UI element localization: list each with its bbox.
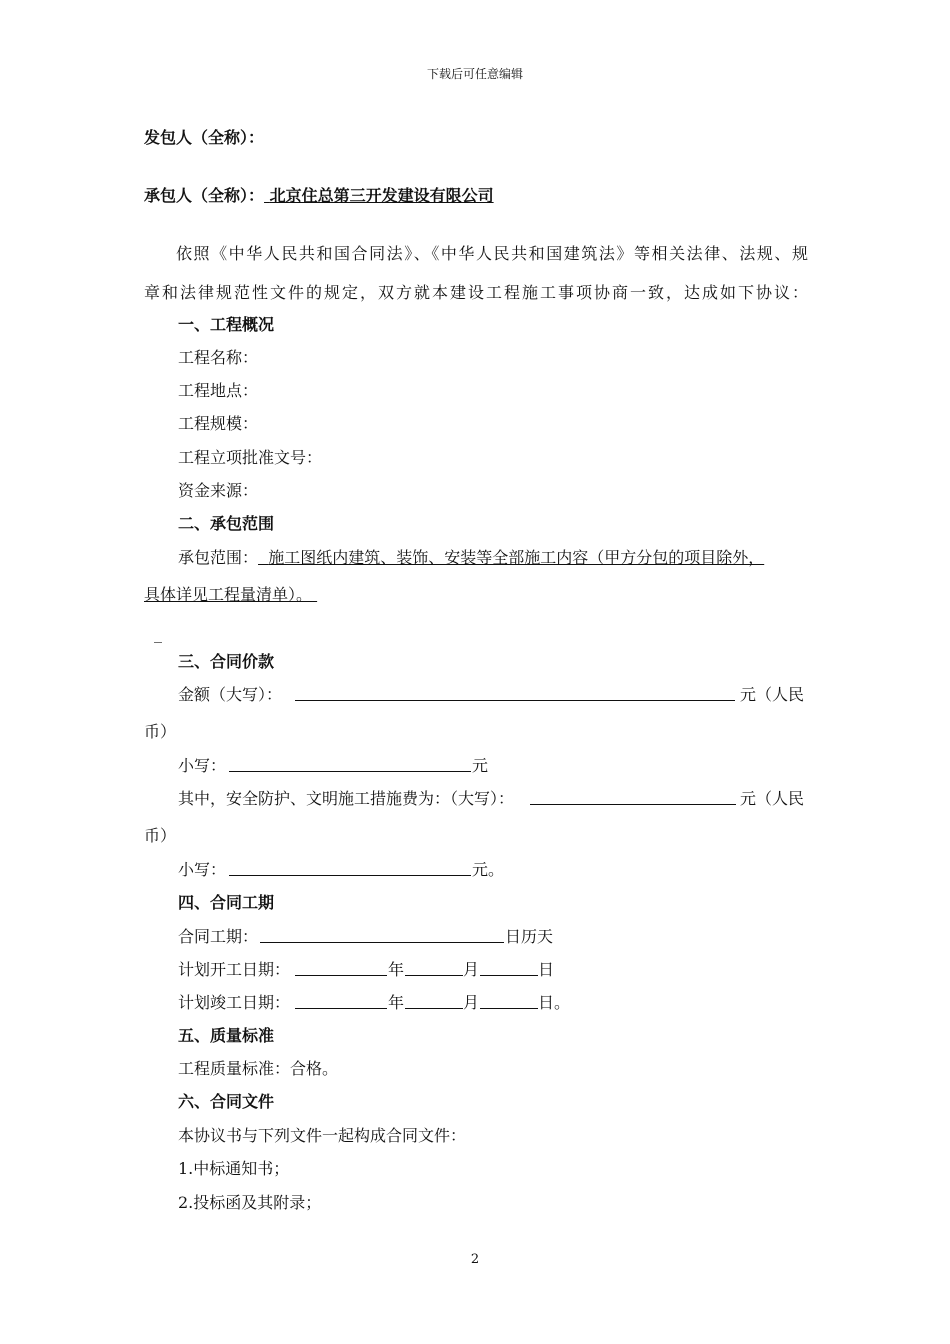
amount-small-unit: 元 <box>472 756 489 775</box>
stray-mark: _ <box>154 624 162 643</box>
end-month-label: 月 <box>463 993 480 1012</box>
intro-line-2: 章和法律规范性文件的规定，双方就本建设工程施工事项协商一致，达成如下协议： <box>144 283 808 302</box>
period-label: 合同工期： <box>178 927 259 946</box>
scope-line-1 <box>178 548 808 568</box>
end-date-label: 计划竣工日期： <box>178 993 291 1012</box>
amount-label: 金额（大写）： <box>178 685 283 704</box>
amount-blank <box>295 683 735 701</box>
safety-small-unit: 元。 <box>472 860 505 879</box>
project-approval-field: 工程立项批准文号： <box>178 448 323 467</box>
safety-blank <box>530 787 736 805</box>
party-b-line <box>144 186 494 206</box>
amount-unit-1: 元（人民 <box>740 685 805 704</box>
safety-label: 其中，安全防护、文明施工措施费为：（大写）： <box>178 789 515 808</box>
section-2-title: 二、承包范围 <box>178 514 275 533</box>
party-a-label: 发包人（全称）： <box>144 128 265 147</box>
end-month-blank <box>405 991 463 1009</box>
project-scale-field: 工程规模： <box>178 414 259 433</box>
end-day-label: 日。 <box>538 993 571 1012</box>
start-day-blank <box>480 958 538 976</box>
section-1-title: 一、工程概况 <box>178 315 275 334</box>
contract-doc-item: 2.投标函及其附录； <box>178 1193 322 1212</box>
amount-unit-2: 币） <box>144 722 177 741</box>
safety-small-label: 小写： <box>178 860 227 879</box>
section-3-title: 三、合同价款 <box>178 652 275 671</box>
end-day-blank <box>480 991 538 1009</box>
amount-small-label: 小写： <box>178 756 227 775</box>
start-date-label: 计划开工日期： <box>178 960 291 979</box>
start-month-blank <box>405 958 463 976</box>
start-month-label: 月 <box>463 960 480 979</box>
period-blank <box>260 925 504 943</box>
project-name-field: 工程名称： <box>178 348 259 367</box>
safety-unit-2: 币） <box>144 826 177 845</box>
header-note: 下载后可任意编辑 <box>426 67 523 81</box>
section-6-title: 六、合同文件 <box>178 1092 275 1111</box>
contract-docs-intro: 本协议书与下列文件一起构成合同文件： <box>178 1126 467 1145</box>
start-day-label: 日 <box>538 960 555 979</box>
quality-standard: 工程质量标准：合格。 <box>178 1059 339 1078</box>
start-year-label: 年 <box>388 960 405 979</box>
project-location-field: 工程地点： <box>178 381 259 400</box>
scope-label: 承包范围： <box>178 548 259 567</box>
safety-small-blank <box>229 858 471 876</box>
contract-doc-item: 1.中标通知书； <box>178 1159 290 1178</box>
period-unit: 日历天 <box>505 927 554 946</box>
section-4-title: 四、合同工期 <box>178 893 275 912</box>
party-b-value: 北京住总第三开发建设有限公司 <box>269 186 494 205</box>
start-year-blank <box>295 958 387 976</box>
intro-line-1: 依照《中华人民共和国合同法》、《中华人民共和国建筑法》等相关法律、法规、规 <box>176 244 808 263</box>
scope-line-2: 具体详见工程量清单）。 <box>144 585 313 604</box>
safety-unit-1: 元（人民 <box>740 789 805 808</box>
amount-small-blank <box>229 754 471 772</box>
funding-source-field: 资金来源： <box>178 481 259 500</box>
party-b-label: 承包人（全称）： <box>144 186 265 205</box>
page-number: 2 <box>470 1252 480 1267</box>
end-year-blank <box>295 991 387 1009</box>
section-5-title: 五、质量标准 <box>178 1026 275 1045</box>
end-year-label: 年 <box>388 993 405 1012</box>
scope-value-1: 施工图纸内建筑、装饰、安装等全部施工内容（甲方分包的项目除外， <box>268 548 765 567</box>
